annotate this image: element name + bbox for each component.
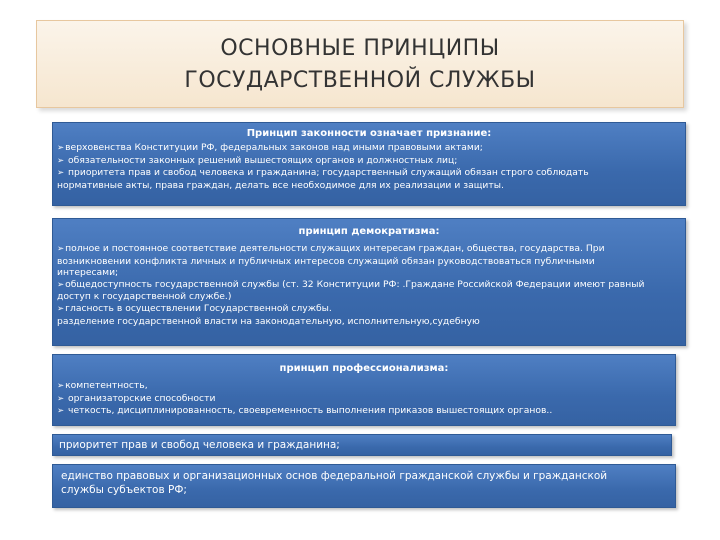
democracy-item-continuation: доступ к государственной службе.) [57, 291, 232, 303]
professionalism-heading: принцип профессионализма: [279, 363, 449, 374]
arrow-bullet-icon: ➢ [57, 393, 65, 404]
democracy-item-continuation: интересами; [57, 267, 119, 279]
title-line-1: ОСНОВНЫЕ ПРИНЦИПЫ [220, 36, 500, 61]
professionalism-panel [52, 354, 676, 426]
legality-item-text: приоритета прав и свобод человека и гражданина; государственный служащий обязан строго соблюдать [65, 167, 589, 179]
professionalism-item-text: компетентность, [65, 380, 148, 391]
arrow-bullet-icon: ➢ [57, 244, 65, 254]
legality-item [57, 155, 681, 168]
arrow-bullet-icon: ➢ [57, 303, 65, 314]
arrow-bullet-icon: ➢ [57, 406, 65, 417]
priority-text: приоритет прав и свобод человека и гражданина; [59, 439, 340, 451]
unity-text-line-2: службы субъектов РФ; [61, 484, 187, 496]
arrow-bullet-icon: ➢ [57, 143, 65, 153]
priority-panel [52, 434, 672, 456]
legality-item-continuation: нормативные акты, права граждан, делать все необходимое для их реализации и защиты. [57, 179, 504, 191]
democracy-item-text: общедоступность государственной службы (ст. 32 Конституции РФ: .Граждане Российской Федерации имеют равный [65, 278, 645, 290]
unity-text-line-1: единство правовых и организационных основ федеральной гражданской службы и гражданской [61, 470, 608, 482]
democracy-item-text: полное и постоянное соответствие деятельности служащих интересам граждан, общества, государства. При [65, 243, 605, 254]
legality-heading: Принцип законности означает признание: [246, 128, 492, 139]
arrow-bullet-icon: ➢ [57, 168, 65, 179]
democracy-item-continuation: возникновении конфликта личных и публичных интересов служащий обязан руководствоваться публичными [57, 255, 595, 267]
legality-item [57, 167, 681, 180]
title-line-2: ГОСУДАРСТВЕННОЙ СЛУЖБЫ [184, 68, 536, 93]
legality-item-text: обязательности законных решений вышестоящих органов и должностных лиц; [65, 154, 458, 166]
professionalism-item [57, 405, 671, 418]
professionalism-item-text: четкость, дисциплинированность, своевременность выполнения приказов вышестоящих органов.. [65, 405, 553, 417]
democracy-heading: принцип демократизма: [298, 226, 440, 237]
arrow-bullet-icon: ➢ [57, 155, 65, 166]
arrow-bullet-icon: ➢ [57, 381, 65, 391]
democracy-panel [52, 218, 686, 346]
arrow-bullet-icon: ➢ [57, 279, 65, 290]
legality-item-text: верховенства Конституции РФ, федеральных законов над иными правовыми актами; [65, 142, 483, 153]
legality-item [57, 142, 681, 155]
democracy-item [57, 243, 681, 256]
title-box [36, 20, 684, 108]
democracy-item-plain: разделение государственной власти на законодательную, исполнительную,судебную [57, 315, 480, 327]
professionalism-item [57, 393, 671, 406]
unity-panel [52, 464, 676, 508]
democracy-item [57, 279, 681, 292]
legality-panel [52, 122, 686, 206]
democracy-item [57, 303, 681, 316]
democracy-item-text: гласность в осуществлении Государственной службы. [65, 302, 332, 314]
professionalism-item [57, 380, 671, 393]
professionalism-item-text: организаторские способности [65, 392, 216, 404]
